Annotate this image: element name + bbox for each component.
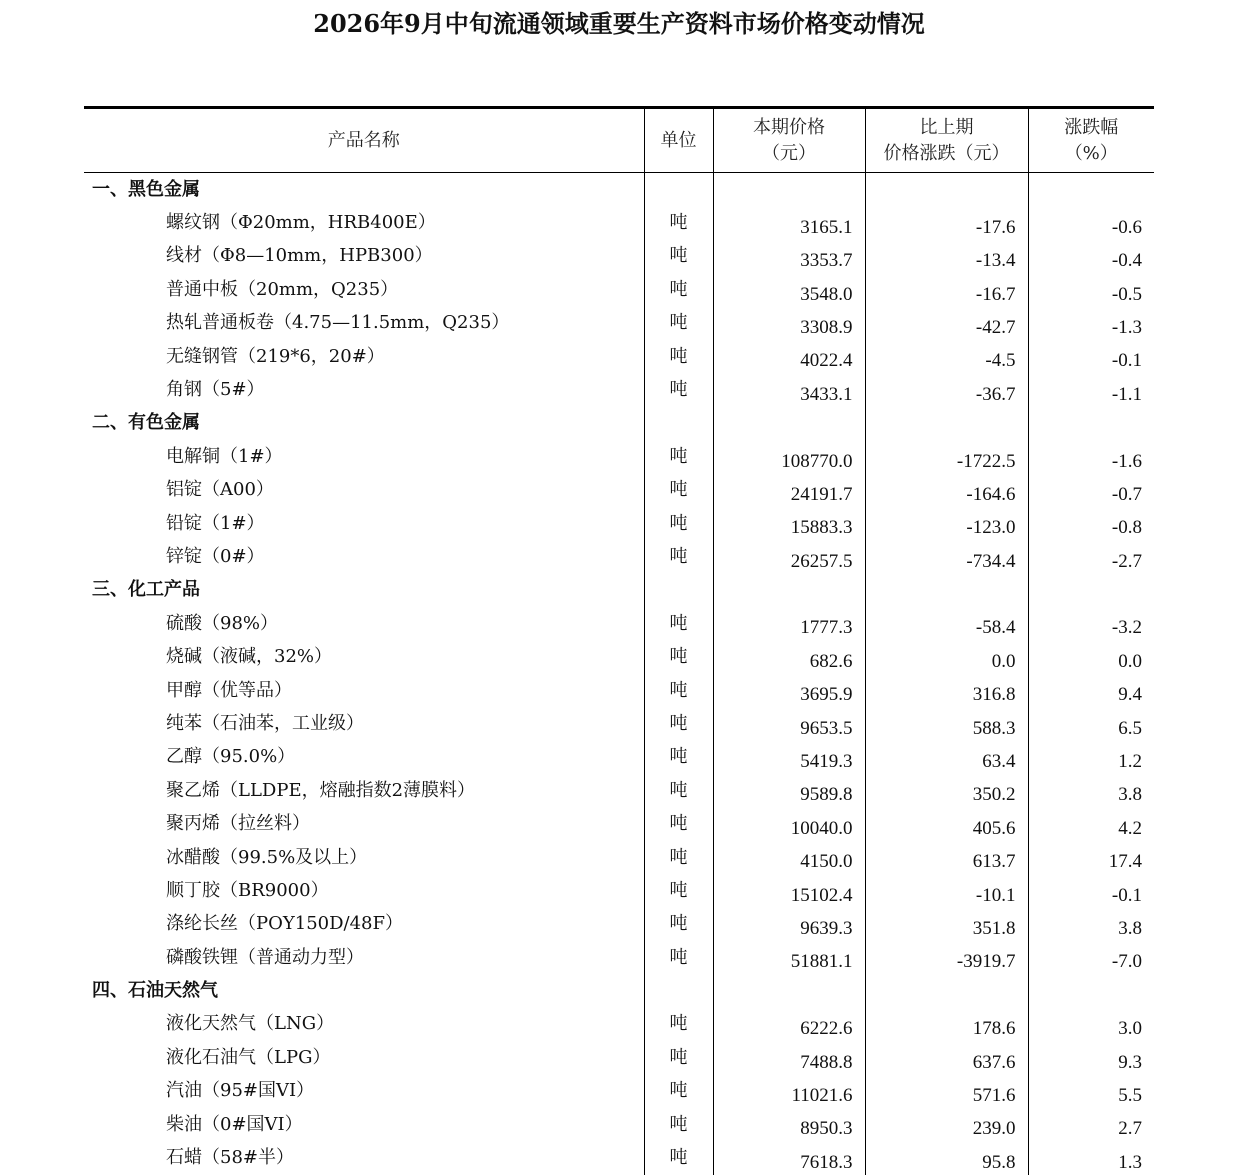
unit: 吨	[644, 874, 713, 907]
change-percent: 9.3	[1028, 1041, 1154, 1074]
product-name: 热轧普通板卷（4.75—11.5mm，Q235）	[166, 312, 510, 334]
product-name: 电解铜（1#）	[166, 445, 283, 467]
current-price: 15883.3	[713, 507, 865, 540]
current-price: 3548.0	[713, 273, 865, 306]
table-row	[84, 540, 1154, 573]
change-percent: 5.5	[1028, 1075, 1154, 1108]
category-name: 一、黑色金属	[92, 178, 200, 200]
category-name: 四、石油天然气	[92, 980, 218, 1002]
header-price-change	[865, 108, 1028, 173]
change-cell-empty	[865, 407, 1028, 440]
price-change: -164.6	[865, 474, 1028, 507]
table-header-row	[84, 108, 1154, 173]
product-name: 乙醇（95.0%）	[166, 746, 296, 768]
price-change: -58.4	[865, 607, 1028, 640]
change-percent: -1.1	[1028, 373, 1154, 406]
header-price-change-line1: 比上期	[919, 116, 974, 138]
current-price: 3165.1	[713, 206, 865, 239]
current-price: 51881.1	[713, 941, 865, 974]
product-name: 纯苯（石油苯，工业级）	[166, 712, 364, 734]
price-cell-empty	[713, 574, 865, 607]
current-price: 682.6	[713, 640, 865, 673]
change-percent: -1.3	[1028, 307, 1154, 340]
table-row	[84, 774, 1154, 807]
table-row	[84, 640, 1154, 673]
unit: 吨	[644, 774, 713, 807]
current-price: 9589.8	[713, 774, 865, 807]
price-change: 571.6	[865, 1075, 1028, 1108]
price-change: -16.7	[865, 273, 1028, 306]
change-percent: -7.0	[1028, 941, 1154, 974]
unit: 吨	[644, 1141, 713, 1174]
current-price: 7618.3	[713, 1141, 865, 1174]
table-row	[84, 340, 1154, 373]
change-percent: 3.8	[1028, 774, 1154, 807]
category-row	[84, 974, 1154, 1007]
price-change: 351.8	[865, 908, 1028, 941]
price-change: -36.7	[865, 373, 1028, 406]
table-row	[84, 307, 1154, 340]
unit: 吨	[644, 540, 713, 573]
current-price: 26257.5	[713, 540, 865, 573]
product-name: 液化天然气（LNG）	[166, 1013, 335, 1035]
current-price: 6222.6	[713, 1008, 865, 1041]
change-percent: -0.1	[1028, 340, 1154, 373]
change-cell-empty	[865, 574, 1028, 607]
header-price-change-line2: 价格涨跌（元）	[883, 142, 1010, 164]
product-name: 甲醇（优等品）	[166, 679, 292, 701]
change-percent: 3.0	[1028, 1008, 1154, 1041]
table-row	[84, 240, 1154, 273]
unit-cell-empty	[644, 574, 713, 607]
unit: 吨	[644, 206, 713, 239]
unit: 吨	[644, 507, 713, 540]
price-change: -123.0	[865, 507, 1028, 540]
category-row	[84, 407, 1154, 440]
current-price: 3308.9	[713, 307, 865, 340]
unit: 吨	[644, 908, 713, 941]
product-name: 石蜡（58#半）	[166, 1147, 294, 1169]
table-row	[84, 674, 1154, 707]
product-name: 角钢（5#）	[166, 379, 265, 401]
table-body	[84, 173, 1154, 1175]
category-name: 二、有色金属	[92, 412, 200, 434]
table-row	[84, 607, 1154, 640]
header-unit: 单位	[644, 108, 713, 173]
change-percent: -1.6	[1028, 440, 1154, 473]
current-price: 15102.4	[713, 874, 865, 907]
unit: 吨	[644, 240, 713, 273]
header-product-name: 产品名称	[84, 108, 644, 173]
unit: 吨	[644, 1008, 713, 1041]
price-table	[84, 106, 1154, 1175]
table-row	[84, 440, 1154, 473]
product-name: 锌锭（0#）	[166, 545, 265, 567]
current-price: 10040.0	[713, 807, 865, 840]
percent-cell-empty	[1028, 974, 1154, 1007]
price-change: 95.8	[865, 1141, 1028, 1174]
unit: 吨	[644, 474, 713, 507]
unit: 吨	[644, 1041, 713, 1074]
product-name: 硫酸（98%）	[166, 612, 279, 634]
price-change: -42.7	[865, 307, 1028, 340]
current-price: 108770.0	[713, 440, 865, 473]
current-price: 9653.5	[713, 707, 865, 740]
product-name: 无缝钢管（219*6，20#）	[166, 345, 385, 367]
change-percent: -0.6	[1028, 206, 1154, 239]
category-name: 三、化工产品	[92, 579, 200, 601]
unit: 吨	[644, 941, 713, 974]
percent-cell-empty	[1028, 173, 1154, 207]
current-price: 4022.4	[713, 340, 865, 373]
price-change: -734.4	[865, 540, 1028, 573]
change-percent: 0.0	[1028, 640, 1154, 673]
unit: 吨	[644, 607, 713, 640]
header-change-percent	[1028, 108, 1154, 173]
price-change: 178.6	[865, 1008, 1028, 1041]
change-percent: 17.4	[1028, 841, 1154, 874]
percent-cell-empty	[1028, 407, 1154, 440]
unit: 吨	[644, 741, 713, 774]
change-percent: -2.7	[1028, 540, 1154, 573]
price-change: -10.1	[865, 874, 1028, 907]
table-row	[84, 841, 1154, 874]
price-change: 613.7	[865, 841, 1028, 874]
product-name: 涤纶长丝（POY150D/48F）	[166, 913, 403, 935]
product-name: 冰醋酸（99.5%及以上）	[166, 846, 368, 868]
change-percent: -3.2	[1028, 607, 1154, 640]
change-percent: -0.5	[1028, 273, 1154, 306]
table-row	[84, 707, 1154, 740]
product-name: 液化石油气（LPG）	[166, 1046, 331, 1068]
price-change: -4.5	[865, 340, 1028, 373]
price-change: 350.2	[865, 774, 1028, 807]
price-cell-empty	[713, 974, 865, 1007]
current-price: 5419.3	[713, 741, 865, 774]
current-price: 3353.7	[713, 240, 865, 273]
table-row	[84, 373, 1154, 406]
current-price: 11021.6	[713, 1075, 865, 1108]
unit-cell-empty	[644, 974, 713, 1007]
price-change: 588.3	[865, 707, 1028, 740]
change-percent: 9.4	[1028, 674, 1154, 707]
price-cell-empty	[713, 407, 865, 440]
change-percent: -0.1	[1028, 874, 1154, 907]
header-change-percent-line2: （%）	[1064, 142, 1118, 164]
change-percent: 1.2	[1028, 741, 1154, 774]
change-cell-empty	[865, 974, 1028, 1007]
price-change: 0.0	[865, 640, 1028, 673]
current-price: 1777.3	[713, 607, 865, 640]
current-price: 8950.3	[713, 1108, 865, 1141]
product-name: 螺纹钢（Φ20mm，HRB400E）	[166, 212, 436, 234]
header-current-price-line2: （元）	[762, 142, 816, 164]
table-row	[84, 908, 1154, 941]
table-row	[84, 273, 1154, 306]
unit: 吨	[644, 273, 713, 306]
product-name: 线材（Φ8—10mm，HPB300）	[166, 245, 433, 267]
product-name: 铅锭（1#）	[166, 512, 265, 534]
current-price: 3433.1	[713, 373, 865, 406]
category-row	[84, 173, 1154, 207]
current-price: 7488.8	[713, 1041, 865, 1074]
unit: 吨	[644, 674, 713, 707]
page-title: 2026年9月中旬流通领域重要生产资料市场价格变动情况	[313, 9, 925, 38]
price-change: -13.4	[865, 240, 1028, 273]
unit-cell-empty	[644, 173, 713, 207]
price-change: 239.0	[865, 1108, 1028, 1141]
current-price: 9639.3	[713, 908, 865, 941]
price-change: -1722.5	[865, 440, 1028, 473]
price-change: 637.6	[865, 1041, 1028, 1074]
product-name: 烧碱（液碱，32%）	[166, 646, 333, 668]
unit: 吨	[644, 807, 713, 840]
unit: 吨	[644, 841, 713, 874]
price-change: -17.6	[865, 206, 1028, 239]
product-name: 聚丙烯（拉丝料）	[166, 813, 310, 835]
price-change: 405.6	[865, 807, 1028, 840]
product-name: 汽油（95#国VI）	[166, 1080, 315, 1102]
table-row	[84, 1008, 1154, 1041]
price-change: 63.4	[865, 741, 1028, 774]
product-name: 普通中板（20mm，Q235）	[166, 278, 399, 300]
table-row	[84, 206, 1154, 239]
header-change-percent-line1: 涨跌幅	[1064, 116, 1119, 138]
unit: 吨	[644, 1075, 713, 1108]
unit: 吨	[644, 440, 713, 473]
price-change: -3919.7	[865, 941, 1028, 974]
change-percent: 1.3	[1028, 1141, 1154, 1174]
table-row	[84, 507, 1154, 540]
current-price: 4150.0	[713, 841, 865, 874]
change-percent: 4.2	[1028, 807, 1154, 840]
product-name: 铝锭（A00）	[166, 479, 274, 501]
unit: 吨	[644, 640, 713, 673]
table-row	[84, 1141, 1154, 1174]
change-percent: 6.5	[1028, 707, 1154, 740]
unit-cell-empty	[644, 407, 713, 440]
unit: 吨	[644, 307, 713, 340]
change-percent: -0.7	[1028, 474, 1154, 507]
table-row	[84, 1108, 1154, 1141]
change-cell-empty	[865, 173, 1028, 207]
table-row	[84, 1041, 1154, 1074]
product-name: 顺丁胶（BR9000）	[166, 879, 329, 901]
unit: 吨	[644, 373, 713, 406]
table-row	[84, 807, 1154, 840]
table-row	[84, 1075, 1154, 1108]
change-percent: -0.8	[1028, 507, 1154, 540]
table-row	[84, 474, 1154, 507]
category-row	[84, 574, 1154, 607]
change-percent: 3.8	[1028, 908, 1154, 941]
current-price: 24191.7	[713, 474, 865, 507]
table-row	[84, 941, 1154, 974]
percent-cell-empty	[1028, 574, 1154, 607]
product-name: 聚乙烯（LLDPE，熔融指数2薄膜料）	[166, 779, 476, 801]
header-current-price-line1: 本期价格	[753, 116, 825, 138]
price-cell-empty	[713, 173, 865, 207]
unit: 吨	[644, 1108, 713, 1141]
product-name: 磷酸铁锂（普通动力型）	[166, 946, 364, 968]
unit: 吨	[644, 707, 713, 740]
price-change: 316.8	[865, 674, 1028, 707]
change-percent: -0.4	[1028, 240, 1154, 273]
product-name: 柴油（0#国VI）	[166, 1113, 303, 1135]
unit: 吨	[644, 340, 713, 373]
current-price: 3695.9	[713, 674, 865, 707]
table-row	[84, 741, 1154, 774]
change-percent: 2.7	[1028, 1108, 1154, 1141]
table-row	[84, 874, 1154, 907]
header-current-price	[713, 108, 865, 173]
